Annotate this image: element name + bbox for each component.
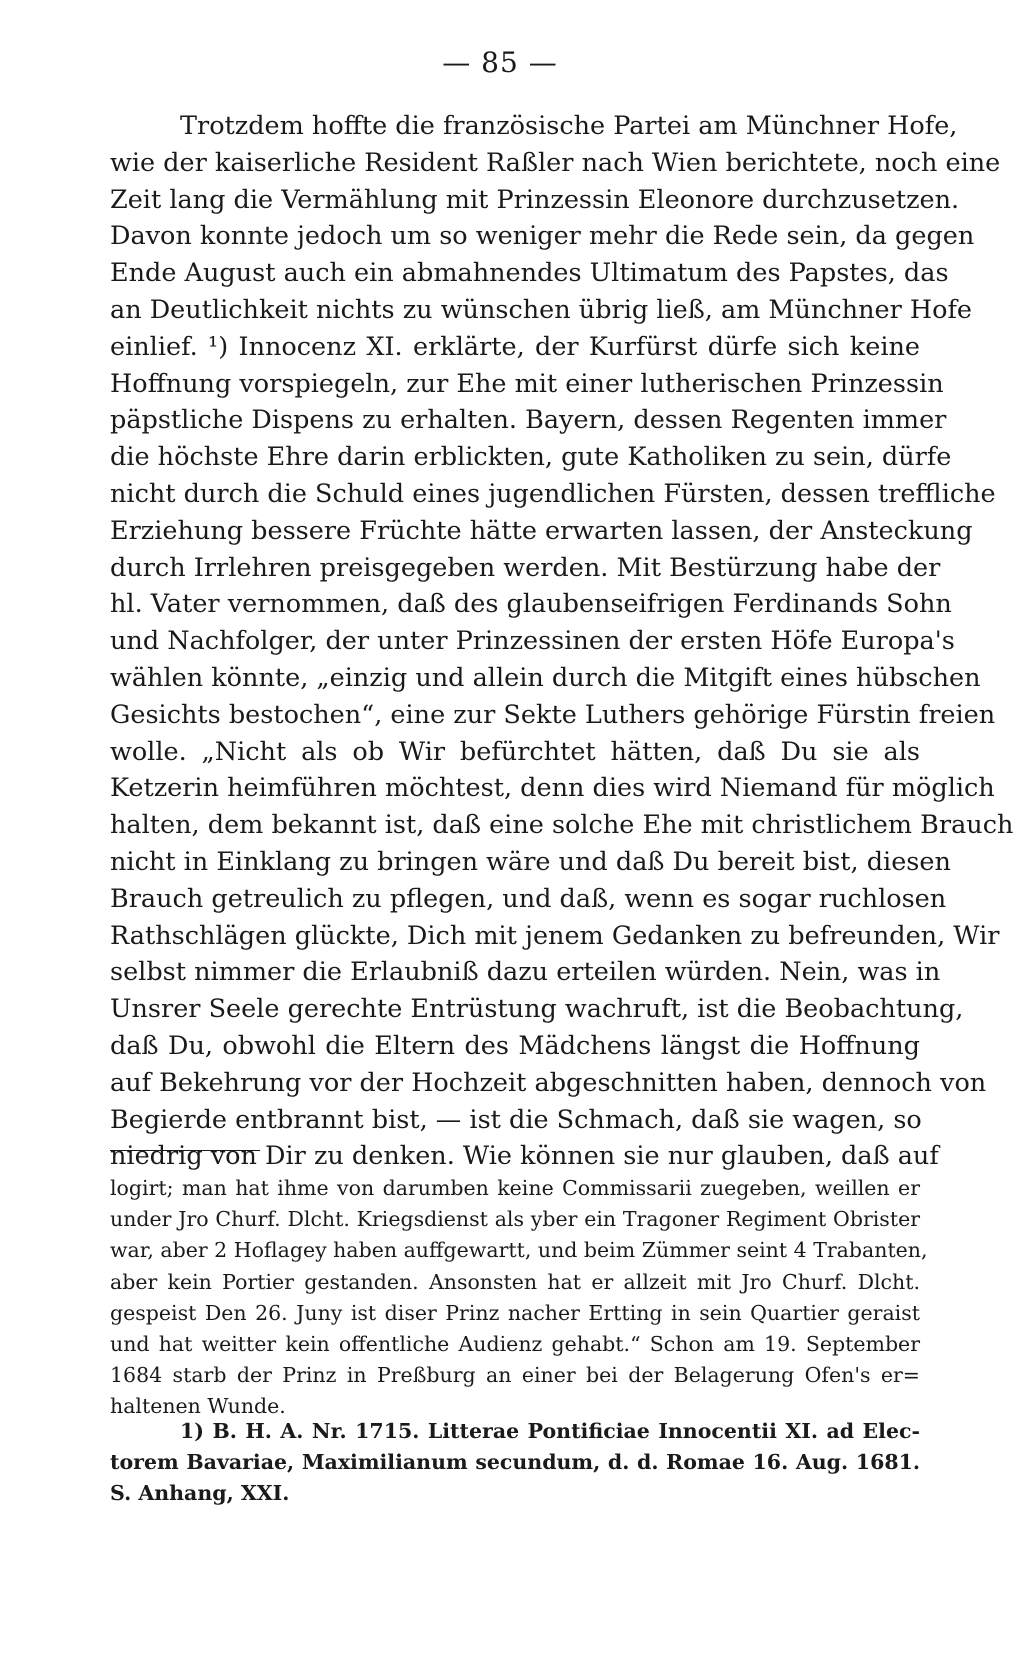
page-number: — 85 — xyxy=(442,46,558,79)
footnote-line: torem Bavariae, Maximilianum secundum, d. d. Romae 16. Aug. 1681. xyxy=(110,1450,920,1475)
footnote-line: under Jro Churf. Dlcht. Kriegsdienst als yber ein Tragoner Regiment Obrister xyxy=(110,1207,920,1232)
footnote-line: 1) B. H. A. Nr. 1715. Litterae Pontificiae Innocentii XI. ad Elec- xyxy=(180,1419,920,1443)
main-text xyxy=(110,108,1013,1175)
footnote-1 xyxy=(110,1416,920,1510)
text-line: Begierde entbrannt bist, — ist die Schmach, daß sie wagen, so xyxy=(110,1104,922,1135)
text-line: Davon konnte jedoch um so weniger mehr die Rede sein, da gegen xyxy=(110,221,975,252)
text-line: Rathschlägen glückte, Dich mit jenem Gedanken zu befreunden, Wir xyxy=(110,920,1000,951)
text-line: hl. Vater vernommen, daß des glaubenseifrigen Ferdinands Sohn xyxy=(110,589,952,620)
text-line: wählen könnte, „einzig und allein durch die Mitgift eines hübschen xyxy=(110,662,981,693)
text-line: päpstliche Dispens zu erhalten. Bayern, dessen Regenten immer xyxy=(110,405,947,436)
text-line: Gesichts bestochen“, eine zur Sekte Luthers gehörige Fürstin freien xyxy=(110,699,996,730)
footnote-continuation xyxy=(110,1173,928,1423)
text-line: Brauch getreulich zu pflegen, und daß, wenn es sogar ruchlosen xyxy=(110,883,947,914)
text-line: an Deutlichkeit nichts zu wünschen übrig ließ, am Münchner Hofe xyxy=(110,294,973,325)
text-line: Trotzdem hoffte die französische Partei am Münchner Hofe, xyxy=(180,111,958,141)
text-line: wie der kaiserliche Resident Raßler nach Wien berichtete, noch eine xyxy=(110,147,1001,178)
text-line: die höchste Ehre darin erblickten, gute Katholiken zu sein, dürfe xyxy=(110,442,952,473)
footnote-line: war, aber 2 Hoflagey haben auffgewartt, und beim Zümmer seint 4 Trabanten, xyxy=(110,1238,928,1263)
footnote-line: S. Anhang, XXI. xyxy=(110,1481,290,1506)
text-line: niedrig von Dir zu denken. Wie können sie nur glauben, daß auf xyxy=(110,1141,939,1172)
footnote-line: und hat weitter kein offentliche Audienz gehabt.“ Schon am 19. September xyxy=(110,1331,920,1356)
text-line: einlief. ¹) Innocenz XI. erklärte, der Kurfürst dürfe sich keine xyxy=(110,331,920,362)
text-line: wolle. „Nicht als ob Wir befürchtet hätten, daß Du sie als xyxy=(110,736,920,767)
footnote-line: aber kein Portier gestanden. Ansonsten hat er allzeit mit Jro Churf. Dlcht. xyxy=(110,1269,920,1294)
text-line: halten, dem bekannt ist, daß eine solche Ehe mit christlichem Brauch xyxy=(110,810,1013,841)
text-line: Unsrer Seele gerechte Entrüstung wachruft, ist die Beobachtung, xyxy=(110,994,964,1025)
footnote-line: logirt; man hat ihme von darumben keine Commissarii zuegeben, weillen er xyxy=(110,1176,920,1200)
text-line: nicht in Einklang zu bringen wäre und daß Du bereit bist, diesen xyxy=(110,846,951,877)
text-line: Hoffnung vorspiegeln, zur Ehe mit einer lutherischen Prinzessin xyxy=(110,368,944,399)
text-line: und Nachfolger, der unter Prinzessinen der ersten Höfe Europa's xyxy=(110,626,955,657)
text-line: nicht durch die Schuld eines jugendlichen Fürsten, dessen treffliche xyxy=(110,478,996,509)
text-line: Ende August auch ein abmahnendes Ultimatum des Papstes, das xyxy=(110,258,949,289)
text-line: auf Bekehrung vor der Hochzeit abgeschnitten haben, dennoch von xyxy=(110,1067,987,1098)
footnote-line: gespeist Den 26. Juny ist diser Prinz nacher Ertting in sein Quartier geraist xyxy=(110,1300,920,1325)
text-line: Zeit lang die Vermählung mit Prinzessin Eleonore durchzusetzen. xyxy=(110,184,960,215)
text-line: durch Irrlehren preisgegeben werden. Mit Bestürzung habe der xyxy=(110,552,941,583)
footnote-line: 1684 starb der Prinz in Preßburg an einer bei der Belagerung Ofen's er= xyxy=(110,1363,920,1388)
text-line: selbst nimmer die Erlaubniß dazu erteilen würden. Nein, was in xyxy=(110,957,941,988)
text-line: Erziehung bessere Früchte hätte erwarten lassen, der Ansteckung xyxy=(110,515,973,546)
text-line: daß Du, obwohl die Eltern des Mädchens längst die Hoffnung xyxy=(110,1030,920,1061)
text-line: Ketzerin heimführen möchtest, denn dies wird Niemand für möglich xyxy=(110,773,995,804)
footnote-line: haltenen Wunde. xyxy=(110,1394,286,1419)
footnote-divider xyxy=(110,1150,260,1151)
